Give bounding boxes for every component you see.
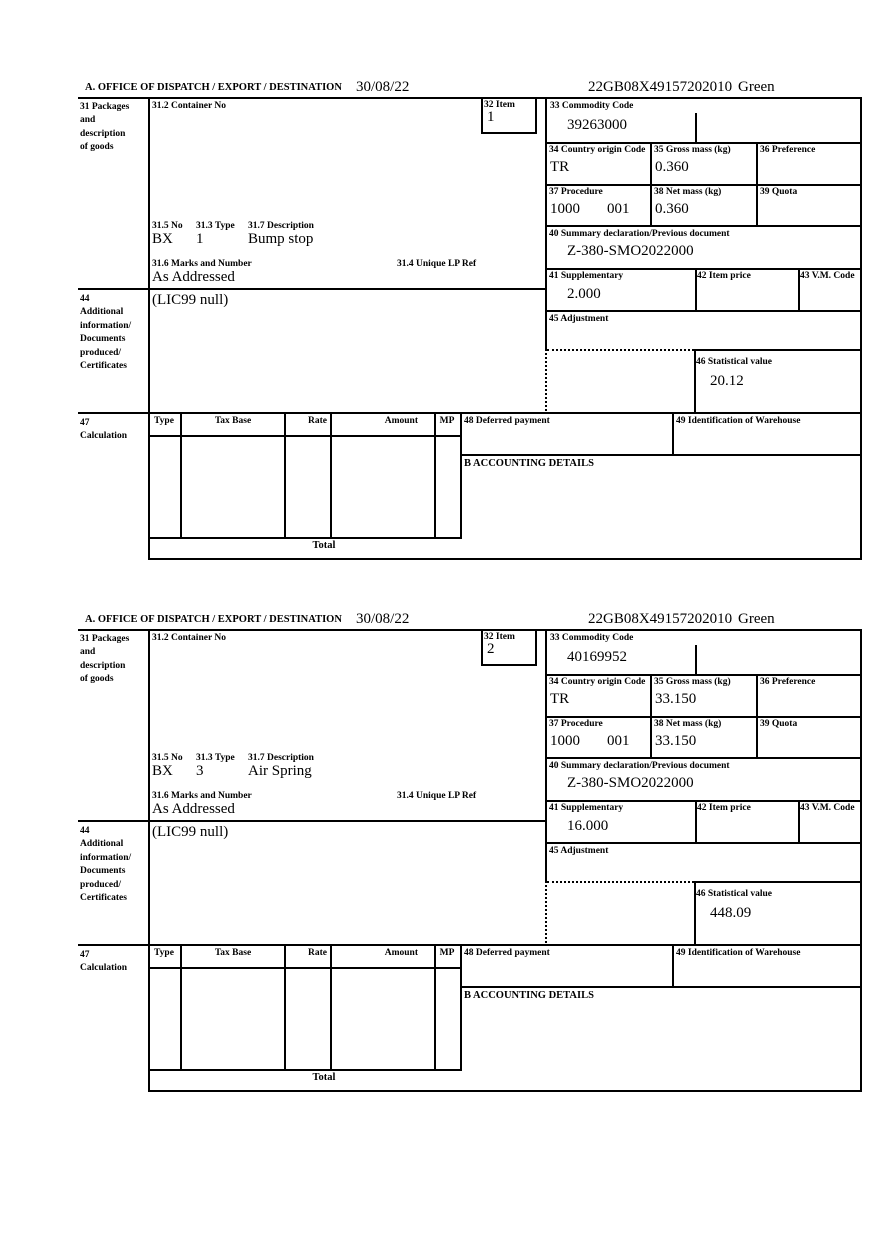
box31-4-lp-ref-label: 31.4 Unique LP Ref bbox=[397, 791, 477, 801]
divider bbox=[434, 944, 436, 1071]
divider bbox=[545, 800, 862, 802]
box31-packages-label bbox=[80, 633, 146, 687]
divider bbox=[860, 629, 862, 1091]
divider bbox=[148, 967, 462, 969]
divider bbox=[694, 349, 862, 351]
box31-5-no-label: 31.5 No bbox=[152, 221, 183, 231]
box47-calculation-label bbox=[80, 417, 146, 444]
box47-calculation-label bbox=[80, 949, 146, 976]
column-header-rate: Rate bbox=[308, 948, 327, 958]
column-header-mp: MP bbox=[439, 416, 455, 426]
summary-declaration-value: Z-380-SMO2022000 bbox=[567, 243, 694, 259]
procedure-value: 1000 bbox=[550, 201, 580, 217]
packages-type-value: 1 bbox=[196, 231, 204, 247]
box31-6-marks-label: 31.6 Marks and Number bbox=[152, 791, 252, 801]
supplementary-value: 2.000 bbox=[567, 286, 601, 302]
divider bbox=[481, 132, 537, 134]
goods-description-value: Bump stop bbox=[248, 231, 314, 247]
column-header-rate: Rate bbox=[308, 416, 327, 426]
divider bbox=[545, 716, 862, 718]
label-line: description bbox=[80, 660, 126, 671]
divider bbox=[148, 1069, 462, 1071]
label-line: and bbox=[80, 647, 96, 658]
box31-7-description-label: 31.7 Description bbox=[248, 221, 314, 231]
routing-status: Green bbox=[738, 79, 775, 95]
declaration-reference: 22GB08X49157202010 bbox=[588, 611, 733, 627]
box34-country-label: 34 Country origin Code bbox=[549, 677, 646, 687]
column-header-tax-base: Tax Base bbox=[214, 416, 252, 426]
divider bbox=[545, 142, 862, 144]
divider bbox=[78, 97, 862, 99]
box41-supplementary-label: 41 Supplementary bbox=[549, 803, 624, 813]
column-header-amount: Amount bbox=[384, 948, 418, 958]
routing-status: Green bbox=[738, 611, 775, 627]
accounting-details-label: B ACCOUNTING DETAILS bbox=[464, 990, 594, 1001]
box48-deferred-label: 48 Deferred payment bbox=[464, 948, 550, 958]
box31-7-description-label: 31.7 Description bbox=[248, 753, 314, 763]
divider bbox=[148, 1090, 862, 1092]
box31-packages-label bbox=[80, 101, 146, 155]
commodity-code-value: 39263000 bbox=[567, 117, 627, 133]
procedure-extra-value: 001 bbox=[607, 733, 630, 749]
divider bbox=[535, 97, 537, 134]
divider bbox=[78, 288, 547, 290]
box41-supplementary-label: 41 Supplementary bbox=[549, 271, 624, 281]
item-number-value: 1 bbox=[487, 109, 495, 125]
box44-additional-label bbox=[80, 825, 146, 905]
label-line: information/ bbox=[80, 320, 132, 331]
divider bbox=[78, 944, 862, 946]
statistical-value: 448.09 bbox=[710, 905, 752, 921]
goods-description-value: Air Spring bbox=[248, 763, 312, 779]
divider bbox=[180, 412, 182, 539]
column-header-type: Type bbox=[154, 948, 174, 958]
divider bbox=[650, 142, 652, 226]
box49-warehouse-label: 49 Identification of Warehouse bbox=[676, 416, 801, 426]
divider bbox=[481, 97, 483, 134]
box37-procedure-label: 37 Procedure bbox=[549, 719, 603, 729]
label-line: Calculation bbox=[80, 963, 127, 974]
divider bbox=[481, 664, 537, 666]
divider bbox=[545, 674, 862, 676]
divider bbox=[460, 944, 462, 1071]
box38-net-mass-label: 38 Net mass (kg) bbox=[654, 187, 722, 197]
box46-statistical-label: 46 Statistical value bbox=[696, 357, 772, 367]
box37-procedure-label: 37 Procedure bbox=[549, 187, 603, 197]
procedure-value: 1000 bbox=[550, 733, 580, 749]
box31-3-type-label: 31.3 Type bbox=[196, 221, 235, 231]
box31-2-container-label: 31.2 Container No bbox=[152, 633, 226, 643]
box43-vm-code-label: 43 V.M. Code bbox=[800, 271, 855, 281]
label-line: 44 bbox=[80, 294, 90, 304]
divider bbox=[148, 435, 462, 437]
commodity-code-value: 40169952 bbox=[567, 649, 627, 665]
label-line: produced/ bbox=[80, 347, 122, 358]
supplementary-value: 16.000 bbox=[567, 818, 609, 834]
box35-gross-mass-label: 35 Gross mass (kg) bbox=[654, 145, 731, 155]
divider bbox=[460, 454, 862, 456]
box33-commodity-label: 33 Commodity Code bbox=[550, 101, 634, 111]
box45-adjustment-label: 45 Adjustment bbox=[549, 314, 609, 324]
marks-value: As Addressed bbox=[152, 269, 235, 285]
box34-country-label: 34 Country origin Code bbox=[549, 145, 646, 155]
box31-4-lp-ref-label: 31.4 Unique LP Ref bbox=[397, 259, 477, 269]
declaration-reference: 22GB08X49157202010 bbox=[588, 79, 733, 95]
additional-info-value: (LIC99 null) bbox=[152, 824, 229, 840]
box38-net-mass-label: 38 Net mass (kg) bbox=[654, 719, 722, 729]
divider bbox=[180, 944, 182, 1071]
divider bbox=[545, 184, 862, 186]
box32-item-label: 32 Item bbox=[484, 632, 515, 642]
divider bbox=[535, 629, 537, 666]
label-line: 44 bbox=[80, 826, 90, 836]
box44-additional-label bbox=[80, 293, 146, 373]
divider bbox=[434, 412, 436, 539]
total-label: Total bbox=[312, 1072, 336, 1083]
summary-declaration-value: Z-380-SMO2022000 bbox=[567, 775, 694, 791]
packages-no-value: BX bbox=[152, 763, 173, 779]
divider bbox=[545, 268, 862, 270]
label-line: Additional bbox=[80, 839, 124, 850]
item-number-value: 2 bbox=[487, 641, 495, 657]
box49-warehouse-label: 49 Identification of Warehouse bbox=[676, 948, 801, 958]
column-header-tax-base: Tax Base bbox=[214, 948, 252, 958]
gross-mass-value: 0.360 bbox=[655, 159, 689, 175]
divider bbox=[545, 310, 862, 312]
divider bbox=[460, 412, 462, 539]
divider bbox=[756, 142, 758, 226]
box42-item-price-label: 42 Item price bbox=[697, 271, 751, 281]
divider bbox=[148, 537, 462, 539]
box32-item-label: 32 Item bbox=[484, 100, 515, 110]
box31-6-marks-label: 31.6 Marks and Number bbox=[152, 259, 252, 269]
box36-preference-label: 36 Preference bbox=[760, 677, 816, 687]
label-line: Calculation bbox=[80, 431, 127, 442]
box35-gross-mass-label: 35 Gross mass (kg) bbox=[654, 677, 731, 687]
declaration-item-section-1 bbox=[0, 81, 882, 563]
divider bbox=[695, 113, 697, 143]
box45-adjustment-label: 45 Adjustment bbox=[549, 846, 609, 856]
divider bbox=[672, 944, 674, 988]
box42-item-price-label: 42 Item price bbox=[697, 803, 751, 813]
box36-preference-label: 36 Preference bbox=[760, 145, 816, 155]
divider bbox=[148, 558, 862, 560]
box48-deferred-label: 48 Deferred payment bbox=[464, 416, 550, 426]
label-line: Documents bbox=[80, 866, 126, 877]
box31-2-container-label: 31.2 Container No bbox=[152, 101, 226, 111]
divider bbox=[860, 97, 862, 559]
box43-vm-code-label: 43 V.M. Code bbox=[800, 803, 855, 813]
column-header-type: Type bbox=[154, 416, 174, 426]
box39-quota-label: 39 Quota bbox=[760, 187, 798, 197]
box31-3-type-label: 31.3 Type bbox=[196, 753, 235, 763]
office-of-dispatch-label: A. OFFICE OF DISPATCH / EXPORT / DESTINATION bbox=[85, 82, 342, 93]
box39-quota-label: 39 Quota bbox=[760, 719, 798, 729]
label-line: produced/ bbox=[80, 879, 122, 890]
total-label: Total bbox=[312, 540, 336, 551]
label-line: Documents bbox=[80, 334, 126, 345]
dispatch-date: 30/08/22 bbox=[356, 611, 410, 627]
dotted-divider bbox=[547, 349, 694, 351]
label-line: 47 bbox=[80, 418, 90, 428]
dotted-divider bbox=[547, 881, 694, 883]
label-line: of goods bbox=[80, 674, 114, 685]
box40-summary-label: 40 Summary declaration/Previous document bbox=[549, 229, 730, 239]
dotted-divider bbox=[545, 349, 547, 411]
divider bbox=[284, 412, 286, 539]
net-mass-value: 0.360 bbox=[655, 201, 689, 217]
divider bbox=[672, 412, 674, 456]
divider bbox=[78, 629, 862, 631]
label-line: Additional bbox=[80, 307, 124, 318]
marks-value: As Addressed bbox=[152, 801, 235, 817]
divider bbox=[545, 225, 862, 227]
column-header-mp: MP bbox=[439, 948, 455, 958]
label-line: of goods bbox=[80, 142, 114, 153]
label-line: 31 Packages bbox=[80, 634, 130, 644]
divider bbox=[695, 645, 697, 675]
divider bbox=[148, 97, 150, 559]
accounting-details-label: B ACCOUNTING DETAILS bbox=[464, 458, 594, 469]
additional-info-value: (LIC99 null) bbox=[152, 292, 229, 308]
net-mass-value: 33.150 bbox=[655, 733, 697, 749]
label-line: 31 Packages bbox=[80, 102, 130, 112]
office-of-dispatch-label: A. OFFICE OF DISPATCH / EXPORT / DESTINATION bbox=[85, 614, 342, 625]
box31-5-no-label: 31.5 No bbox=[152, 753, 183, 763]
gross-mass-value: 33.150 bbox=[655, 691, 697, 707]
label-line: description bbox=[80, 128, 126, 139]
divider bbox=[545, 757, 862, 759]
divider bbox=[78, 412, 862, 414]
divider bbox=[148, 629, 150, 1091]
country-origin-value: TR bbox=[550, 691, 570, 707]
divider bbox=[330, 412, 332, 539]
statistical-value: 20.12 bbox=[710, 373, 744, 389]
box33-commodity-label: 33 Commodity Code bbox=[550, 633, 634, 643]
label-line: 47 bbox=[80, 950, 90, 960]
procedure-extra-value: 001 bbox=[607, 201, 630, 217]
box40-summary-label: 40 Summary declaration/Previous document bbox=[549, 761, 730, 771]
divider bbox=[694, 881, 862, 883]
divider bbox=[650, 674, 652, 758]
dotted-divider bbox=[545, 881, 547, 943]
column-header-amount: Amount bbox=[384, 416, 418, 426]
divider bbox=[545, 842, 862, 844]
label-line: Certificates bbox=[80, 893, 127, 904]
divider bbox=[78, 820, 547, 822]
label-line: information/ bbox=[80, 852, 132, 863]
divider bbox=[756, 674, 758, 758]
divider bbox=[330, 944, 332, 1071]
label-line: Certificates bbox=[80, 361, 127, 372]
divider bbox=[481, 629, 483, 666]
divider bbox=[460, 986, 862, 988]
label-line: and bbox=[80, 115, 96, 126]
packages-type-value: 3 bbox=[196, 763, 204, 779]
divider bbox=[284, 944, 286, 1071]
dispatch-date: 30/08/22 bbox=[356, 79, 410, 95]
packages-no-value: BX bbox=[152, 231, 173, 247]
declaration-item-section-2 bbox=[0, 613, 882, 1095]
country-origin-value: TR bbox=[550, 159, 570, 175]
box46-statistical-label: 46 Statistical value bbox=[696, 889, 772, 899]
